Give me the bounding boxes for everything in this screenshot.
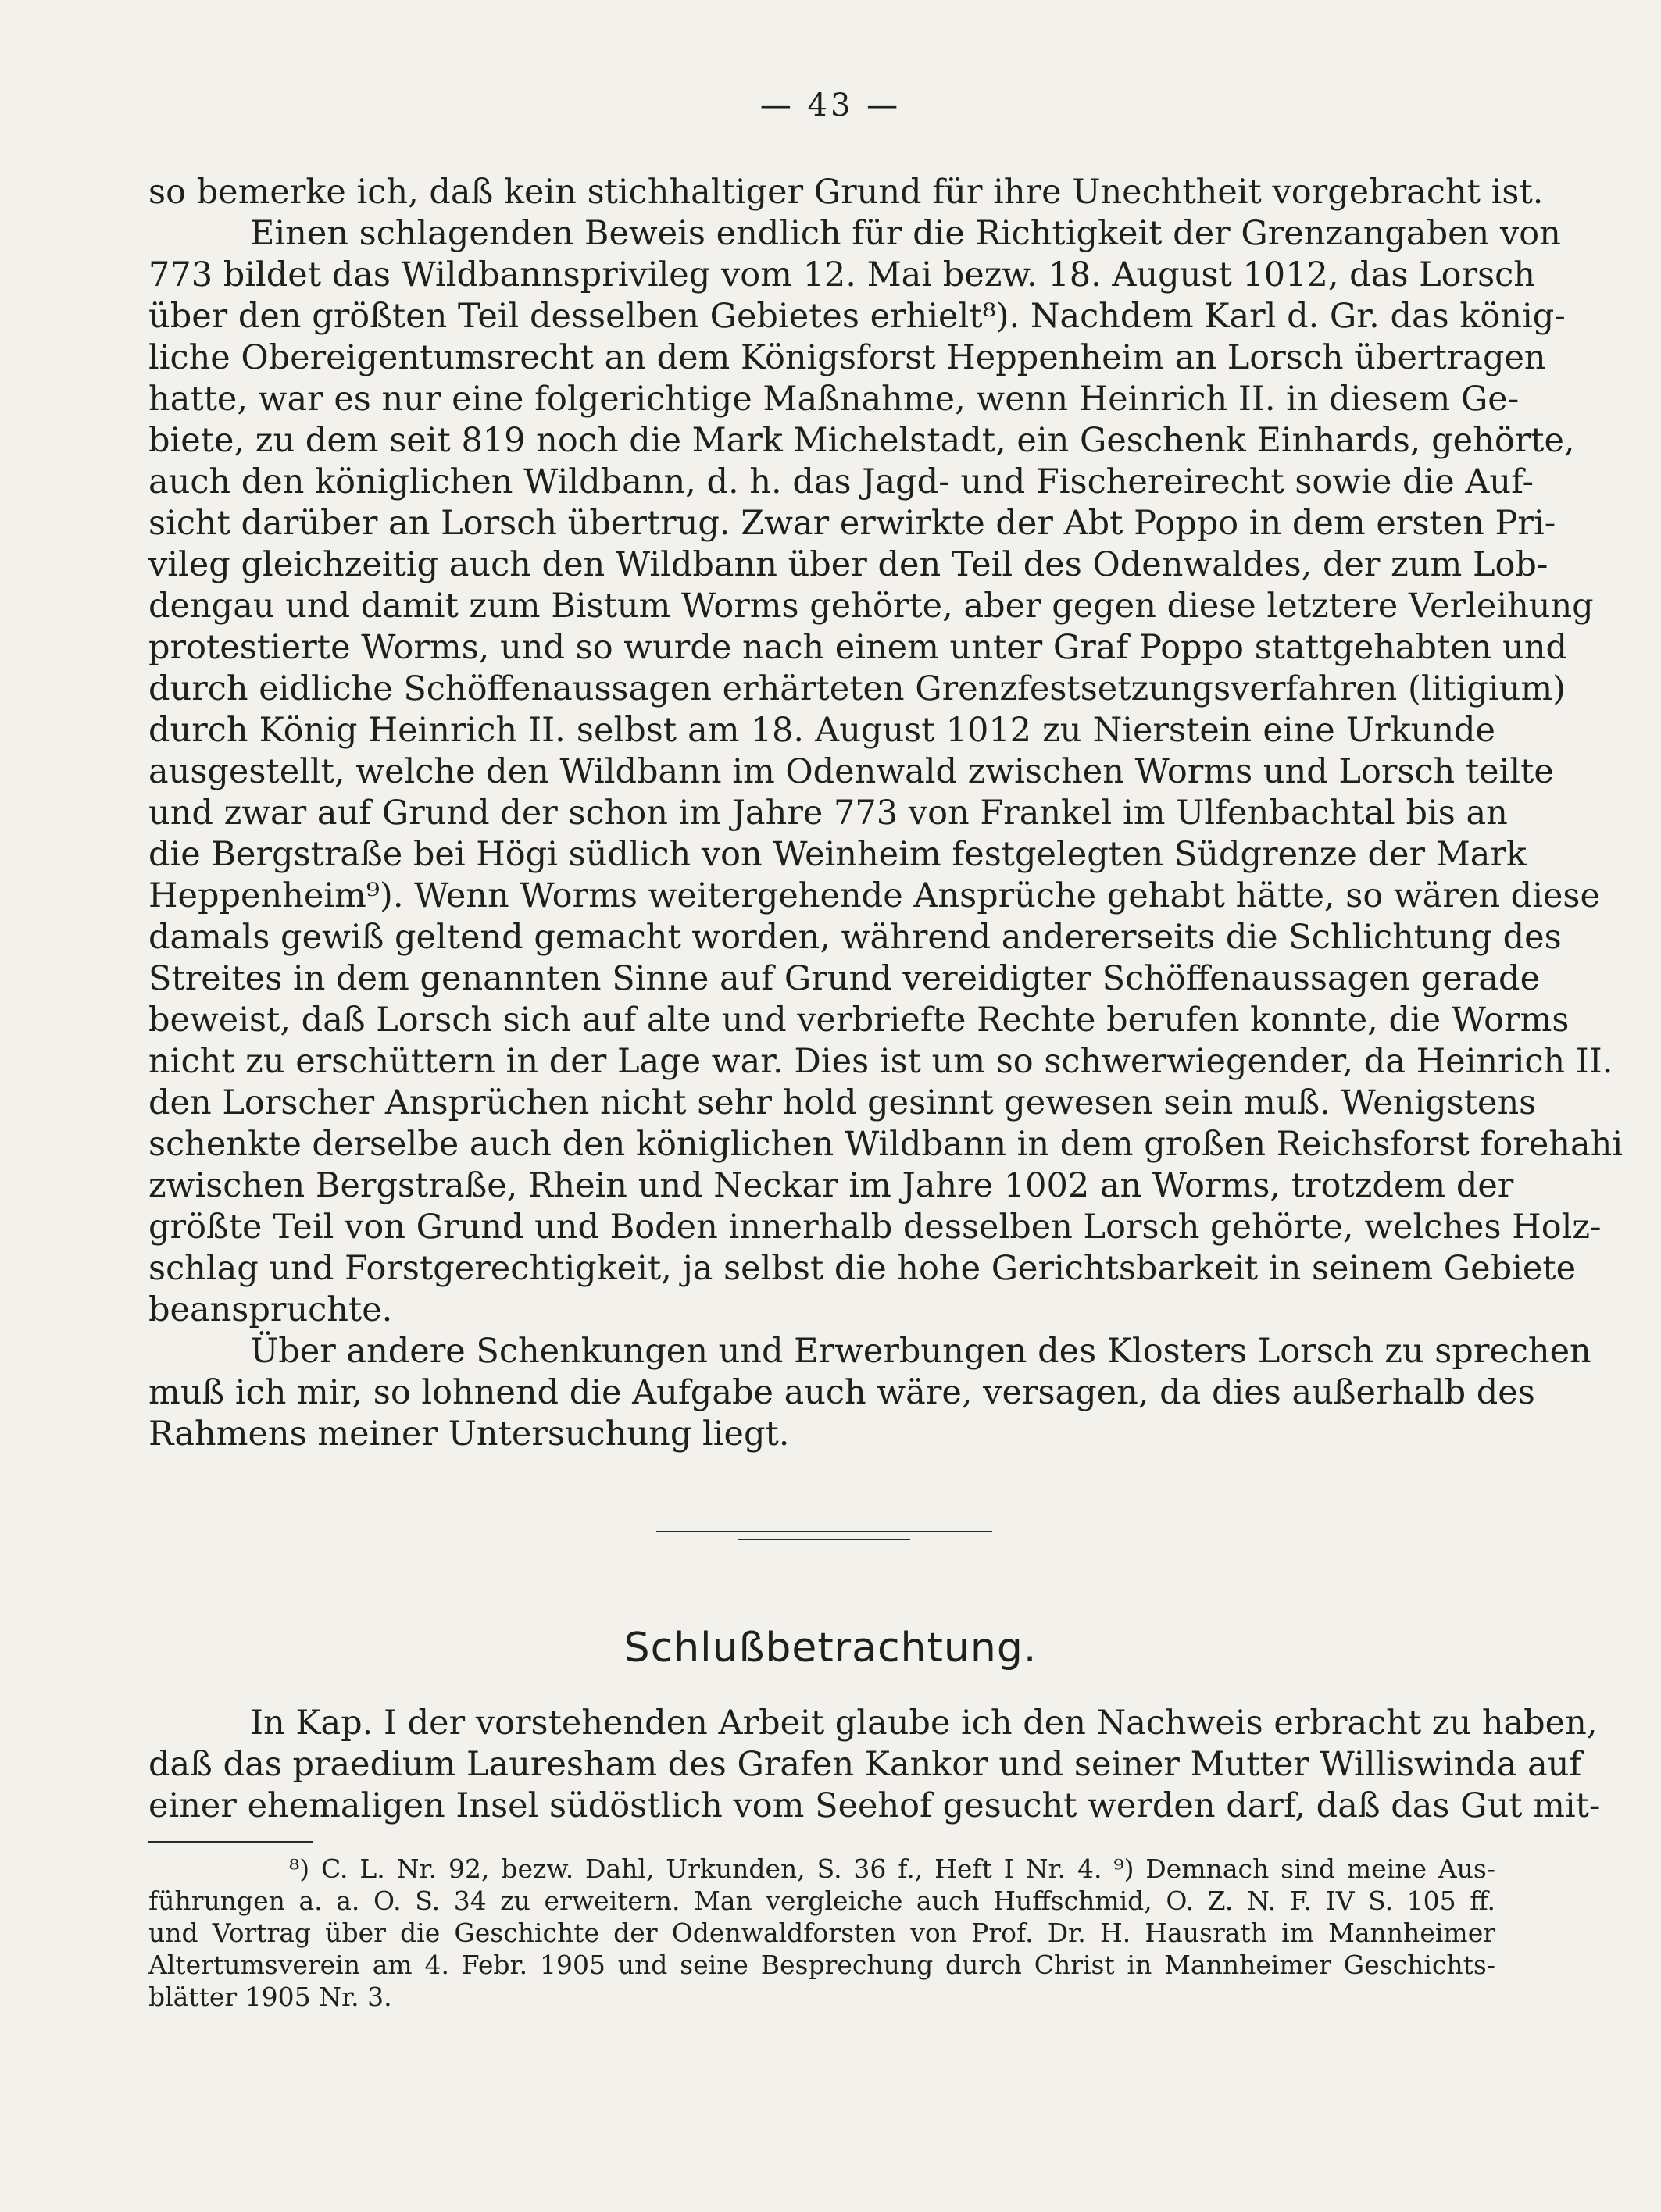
text-line: durch König Heinrich II. selbst am 18. August 1012 zu Nierstein eine Urkunde bbox=[148, 711, 1495, 750]
separator-rule bbox=[738, 1539, 910, 1540]
section-heading: Schlußbetrachtung. bbox=[623, 1625, 1038, 1671]
text-line: durch eidliche Schöffenaussagen erhärteten Grenzfestsetzungsverfahren (litigium) bbox=[148, 669, 1566, 708]
text-line: über den größten Teil desselben Gebietes erhielt⁸). Nachdem Karl d. Gr. das könig- bbox=[148, 297, 1566, 336]
text-line: beweist, daß Lorsch sich auf alte und verbriefte Rechte berufen konnte, die Worms bbox=[148, 1001, 1570, 1040]
text-line: größte Teil von Grund und Boden innerhalb desselben Lorsch gehörte, welches Holz- bbox=[148, 1208, 1602, 1247]
text-line: auch den königlichen Wildbann, d. h. das Jagd- und Fischereirecht sowie die Auf- bbox=[148, 462, 1534, 501]
text-line: Rahmens meiner Untersuchung liegt. bbox=[148, 1415, 790, 1454]
page-number: — 43 — bbox=[759, 87, 902, 123]
text-line: Über andere Schenkungen und Erwerbungen des Klosters Lorsch zu sprechen bbox=[250, 1332, 1591, 1371]
text-line: liche Obereigentumsrecht an dem Königsforst Heppenheim an Lorsch übertragen bbox=[148, 338, 1546, 377]
text-line: zwischen Bergstraße, Rhein und Neckar im Jahre 1002 an Worms, trotzdem der bbox=[148, 1166, 1514, 1205]
text-line: damals gewiß geltend gemacht worden, während andererseits die Schlichtung des bbox=[148, 918, 1562, 957]
text-line: Streites in dem genannten Sinne auf Grund vereidigter Schöffenaussagen gerade bbox=[148, 959, 1541, 998]
text-line: hatte, war es nur eine folgerichtige Maßnahme, wenn Heinrich II. in diesem Ge- bbox=[148, 380, 1520, 419]
text-line: protestierte Worms, und so wurde nach einem unter Graf Poppo stattgehabten und bbox=[148, 628, 1568, 667]
text-line: nicht zu erschüttern in der Lage war. Dies ist um so schwerwiegender, da Heinrich II. bbox=[148, 1042, 1613, 1081]
text-line: In Kap. I der vorstehenden Arbeit glaube ich den Nachweis erbracht zu haben, bbox=[250, 1704, 1598, 1743]
section-separator bbox=[656, 1531, 992, 1537]
footnote-rule bbox=[148, 1841, 313, 1843]
text-line: schlag und Forstgerechtigkeit, ja selbst die hohe Gerichtsbarkeit in seinem Gebiete bbox=[148, 1249, 1577, 1288]
text-line: so bemerke ich, daß kein stichhaltiger Grund für ihre Unechtheit vorgebracht ist. bbox=[148, 173, 1544, 212]
text-line: den Lorscher Ansprüchen nicht sehr hold gesinnt gewesen sein muß. Wenigstens bbox=[148, 1083, 1537, 1122]
footnotes bbox=[148, 1853, 1495, 2013]
separator-rule bbox=[656, 1531, 992, 1532]
text-line: ausgestellt, welche den Wildbann im Odenwald zwischen Worms und Lorsch teilte bbox=[148, 752, 1554, 791]
main-text-block bbox=[148, 172, 1623, 1455]
text-line: sicht darüber an Lorsch übertrug. Zwar erwirkte der Abt Poppo in dem ersten Pri- bbox=[148, 504, 1556, 543]
text-line: muß ich mir, so lohnend die Aufgabe auch wäre, versagen, da dies außerhalb des bbox=[148, 1373, 1535, 1412]
footnote-line: und Vortrag über die Geschichte der Odenwaldforsten von Prof. Dr. H. Hausrath im Mannheimer bbox=[148, 1918, 1495, 1948]
footnote-line: Altertumsverein am 4. Febr. 1905 und seine Besprechung durch Christ in Mannheimer Geschichts- bbox=[148, 1950, 1495, 1980]
text-line: die Bergstraße bei Högi südlich von Weinheim festgelegten Südgrenze der Mark bbox=[148, 835, 1527, 874]
footnote-line: führungen a. a. O. S. 34 zu erweitern. Man vergleiche auch Huffschmid, O. Z. N. F. IV S. 105 ff. bbox=[148, 1886, 1495, 1916]
text-line: daß das praedium Lauresham des Grafen Kankor und seiner Mutter Williswinda auf bbox=[148, 1745, 1582, 1784]
text-line: einer ehemaligen Insel südöstlich vom Seehof gesucht werden darf, daß das Gut mit- bbox=[148, 1786, 1601, 1825]
conclusion-text-block bbox=[148, 1703, 1601, 1827]
text-line: schenkte derselbe auch den königlichen Wildbann in dem großen Reichsforst forehahi bbox=[148, 1125, 1623, 1164]
footnote-line: blätter 1905 Nr. 3. bbox=[148, 1982, 392, 2012]
text-line: 773 bildet das Wildbannsprivileg vom 12. Mai bezw. 18. August 1012, das Lorsch bbox=[148, 255, 1535, 294]
text-line: vileg gleichzeitig auch den Wildbann über den Teil des Odenwaldes, der zum Lob- bbox=[148, 545, 1548, 584]
text-line: biete, zu dem seit 819 noch die Mark Michelstadt, ein Geschenk Einhards, gehörte, bbox=[148, 421, 1575, 460]
text-line: beanspruchte. bbox=[148, 1290, 393, 1329]
text-line: dengau und damit zum Bistum Worms gehörte, aber gegen diese letztere Verleihung bbox=[148, 587, 1594, 626]
text-line: Einen schlagenden Beweis endlich für die Richtigkeit der Grenzangaben von bbox=[250, 214, 1561, 253]
text-line: Heppenheim⁹). Wenn Worms weitergehende Ansprüche gehabt hätte, so wären diese bbox=[148, 876, 1600, 915]
text-line: und zwar auf Grund der schon im Jahre 773 von Frankel im Ulfenbachtal bis an bbox=[148, 794, 1508, 833]
footnote-line: ⁸) C. L. Nr. 92, bezw. Dahl, Urkunden, S. 36 f., Heft I Nr. 4. ⁹) Demnach sind meine Aus- bbox=[289, 1853, 1495, 1884]
